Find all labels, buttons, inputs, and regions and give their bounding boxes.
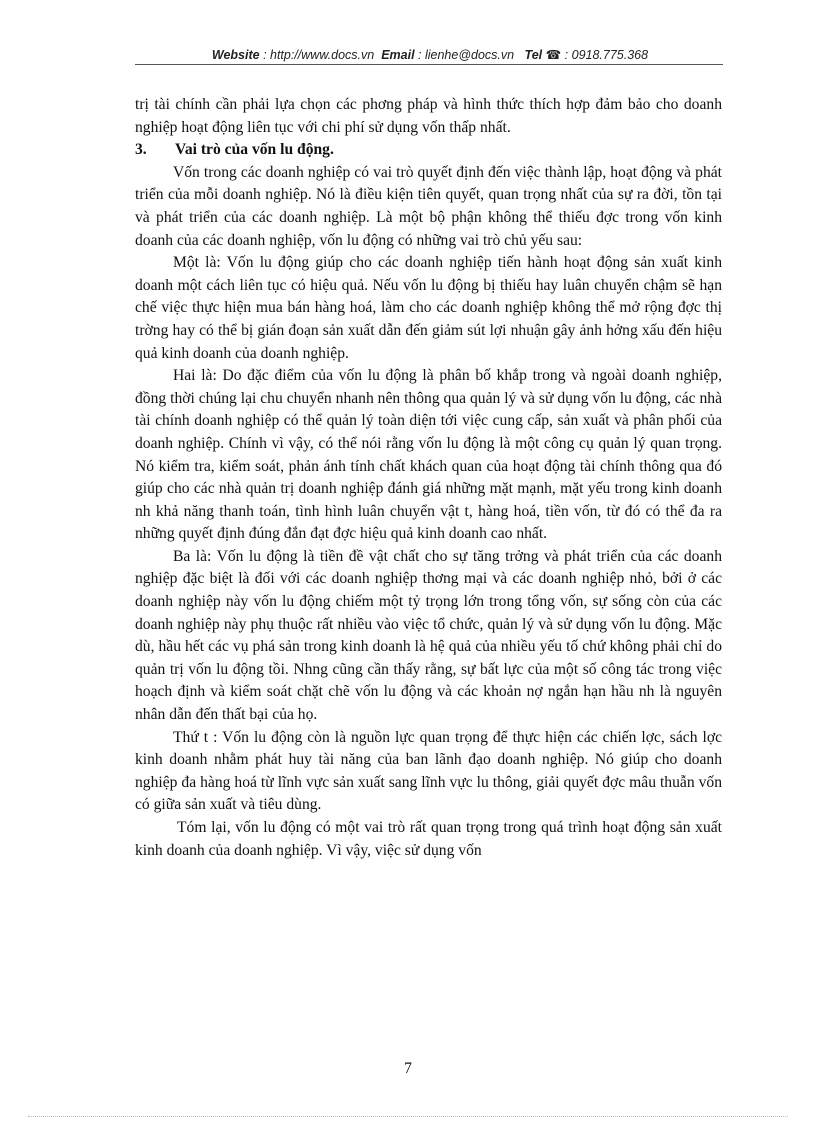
document-body xyxy=(135,94,722,862)
page-header xyxy=(135,47,725,62)
email-value: : lienhe@docs.vn xyxy=(414,48,515,62)
paragraph-role-4: Thứ t : Vốn lu động còn là nguồn lực quan trọng để thực hiện các chiến lợc, sách lợc kinh doanh nhằm phát huy tài năng của ban lãnh đạo doanh nghiệp. Nó giúp cho doanh nghiệp đa hàng hoá từ lĩnh vực sản xuất sang lĩnh vực lu thông, giải quyết đợc mâu thuẫn vốn có giữa sản xuất và tiêu dùng. xyxy=(135,728,722,814)
tel-value: : 0918.775.368 xyxy=(561,48,649,62)
footer-divider xyxy=(28,1116,788,1117)
tel-label: Tel xyxy=(524,48,543,62)
section-number: 3. xyxy=(135,141,147,159)
email-label: Email xyxy=(381,48,415,62)
paragraph-role-2: Hai là: Do đặc điểm của vốn lu động là phân bố khắp trong và ngoài doanh nghiệp, đồng thời chúng lại chu chuyển nhanh nên thông qua quản lý và sử dụng vốn lu động, các nhà tài chính doanh nghiệp có thể quản lý toàn diện tới việc cung cấp, sản xuất và phân phối của doanh nghiệp. Chính vì vậy, có thể nói rằng vốn lu động là một công cụ quản lý quan trọng. Nó kiểm tra, kiểm soát, phản ánh tính chất khách quan của hoạt động tài chính thông qua đó giúp cho các nhà quản trị doanh nghiệp đánh giá những mặt mạnh, mặt yếu trong kinh doanh nh khả năng thanh toán, tình hình luân chuyển vật t, hàng hoá, tiền vốn, từ đó có thể đa ra những quyết định đúng đắn đạt đợc hiệu quả kinh doanh cao nhất. xyxy=(135,367,722,543)
section-title: Vai trò của vốn lu động. xyxy=(175,141,334,159)
paragraph-continuation: trị tài chính cần phải lựa chọn các phơng pháp và hình thức thích hợp đảm bảo cho doanh nghiệp hoạt động liên tục với chi phí sử dụng vốn thấp nhất. xyxy=(135,96,722,136)
website-value: : http://www.docs.vn xyxy=(259,48,375,62)
page-number: 7 xyxy=(404,1060,412,1077)
paragraph-role-3: Ba là: Vốn lu động là tiền đề vật chất cho sự tăng trởng và phát triển của các doanh nghiệp đặc biệt là đối với các doanh nghiệp thơng mại và các doanh nghiệp nhỏ, bởi ở các doanh nghiệp này vốn lu động chiếm một tỷ trọng lớn trong tổng vốn, sự sống còn của các doanh nghiệp này phụ thuộc rất nhiều vào việc tổ chức, quản lý và sử dụng vốn lu động. Mặc dù, hầu hết các vụ phá sản trong kinh doanh là hệ quả của nhiều yếu tố chứ không phải chỉ do quản trị vốn lu động tồi. Nhng cũng cần thấy rằng, sự bất lực của một số công tác trong việc hoạch định và kiểm soát chặt chẽ vốn lu động và các khoản nợ ngắn hạn hầu nh là nguyên nhân dẫn đến thất bại của họ. xyxy=(135,547,722,724)
paragraph-intro: Vốn trong các doanh nghiệp có vai trò quyết định đến việc thành lập, hoạt động và phát triển của mỗi doanh nghiệp. Nó là điều kiện tiên quyết, quan trọng nhất của sự ra đời, tồn tại và phát triển của các doanh nghiệp. Là một bộ phận không thể thiếu đợc trong vốn kinh doanh của các doanh nghiệp, vốn lu động có những vai trò chủ yếu sau: xyxy=(135,163,722,249)
section-heading xyxy=(135,139,722,162)
paragraph-role-1: Một là: Vốn lu động giúp cho các doanh nghiệp tiến hành hoạt động sản xuất kinh doanh một cách liên tục có hiệu quả. Nếu vốn lu động bị thiếu hay luân chuyển chậm sẽ hạn chế việc thực hiện mua bán hàng hoá, làm cho các doanh nghiệp không thể mở rộng đợc thị trờng hay có thể bị gián đoạn sản xuất dẫn đến giảm sút lợi nhuận gây ảnh hởng xấu đến hiệu quả kinh doanh của doanh nghiệp. xyxy=(135,254,722,362)
paragraph-summary: Tóm lại, vốn lu động có một vai trò rất quan trọng trong quá trình hoạt động sản xuất kinh doanh của doanh nghiệp. Vì vậy, việc sử dụng vốn xyxy=(135,819,722,859)
phone-icon: ☎ xyxy=(545,48,562,62)
header-divider xyxy=(135,64,723,65)
website-label: Website xyxy=(211,48,260,62)
